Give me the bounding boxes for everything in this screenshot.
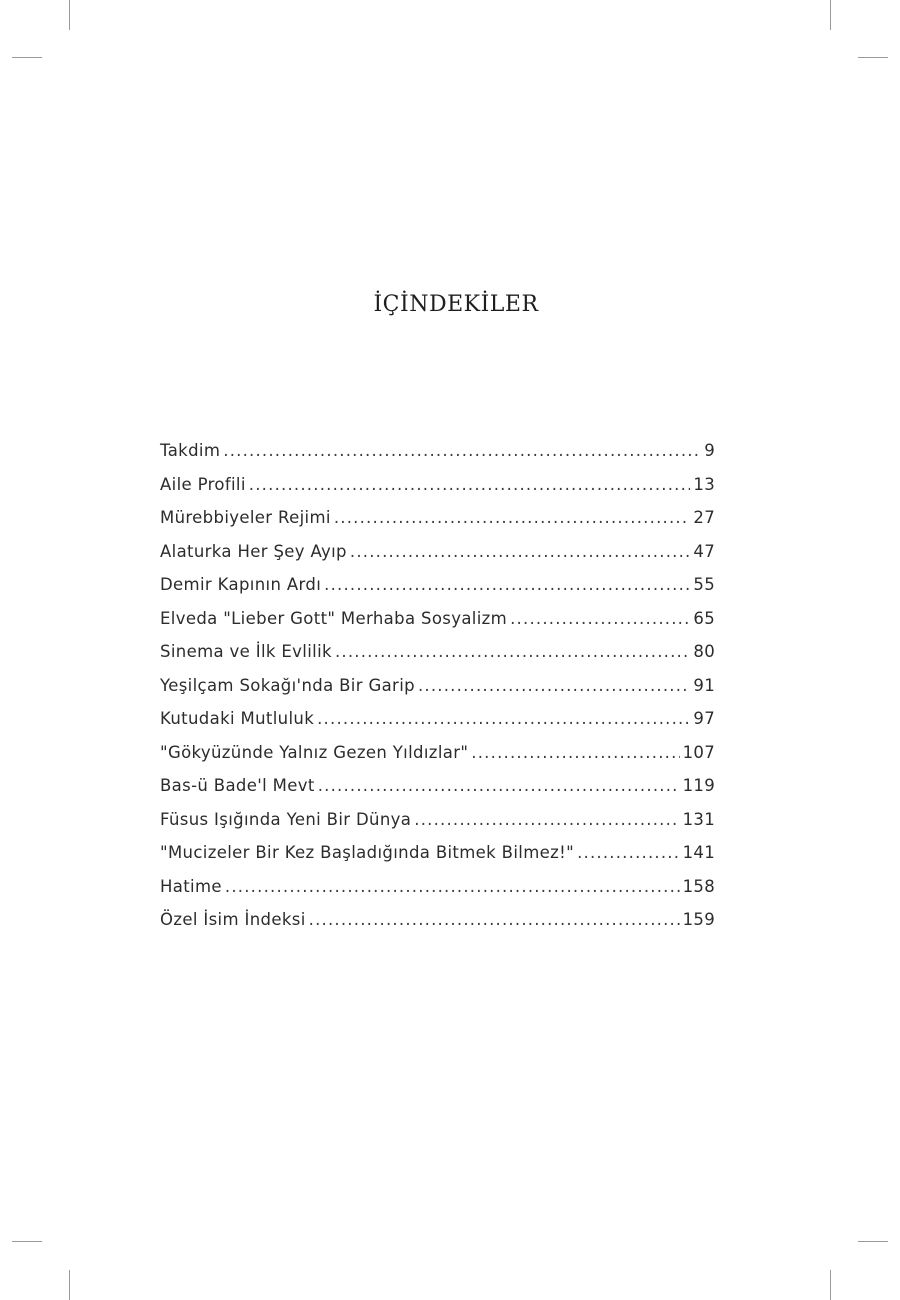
- toc-dot-leader: [471, 743, 679, 762]
- toc-dot-leader: [350, 542, 691, 561]
- toc-dot-leader: [309, 910, 680, 929]
- toc-entry-page: 91: [693, 675, 715, 695]
- toc-entry: [160, 676, 715, 710]
- toc-entry-page: 80: [693, 642, 715, 661]
- toc-entry-title: Özel İsim İndeksi: [160, 910, 306, 929]
- toc-dot-leader: [223, 441, 701, 460]
- toc-entry-page: 13: [693, 474, 715, 494]
- crop-mark-top-right-vertical: [830, 0, 831, 30]
- toc-entry: [160, 441, 715, 475]
- toc-entry-title: Kutudaki Mutluluk: [160, 709, 315, 728]
- crop-mark-bottom-left-horizontal: [12, 1241, 42, 1242]
- toc-entry-page: 158: [682, 876, 715, 896]
- toc-entry: [160, 776, 715, 810]
- crop-mark-bottom-right-horizontal: [858, 1241, 888, 1242]
- toc-entry-page: 27: [693, 508, 715, 527]
- toc-entry: [160, 743, 715, 777]
- toc-entry: [160, 810, 715, 844]
- toc-dot-leader: [414, 810, 679, 829]
- toc-entry-title: Bas-ü Bade'l Mevt: [160, 776, 315, 795]
- toc-entry-title: Füsus Işığında Yeni Bir Dünya: [160, 809, 412, 829]
- toc-entry: [160, 642, 715, 676]
- toc-dot-leader: [225, 877, 680, 896]
- toc-entry-page: 9: [704, 441, 715, 460]
- toc-dot-leader: [510, 609, 690, 628]
- toc-dot-leader: [335, 642, 690, 661]
- crop-mark-top-left-horizontal: [12, 57, 42, 58]
- page-title: İÇİNDEKİLER: [373, 292, 539, 317]
- toc-entry-title: "Gökyüzünde Yalnız Gezen Yıldızlar": [160, 742, 469, 762]
- toc-entry: [160, 609, 715, 643]
- toc-dot-leader: [334, 508, 691, 527]
- toc-entry-title: Demir Kapının Ardı: [160, 575, 322, 594]
- toc-entry: [160, 877, 715, 911]
- crop-mark-bottom-right-vertical: [830, 1270, 831, 1300]
- toc-entry-page: 47: [693, 541, 715, 561]
- toc-entry-title: Yeşilçam Sokağı'nda Bir Garip: [160, 675, 415, 695]
- toc-entry: [160, 709, 715, 743]
- toc-entry-page: 55: [693, 575, 715, 594]
- crop-mark-top-right-horizontal: [858, 57, 888, 58]
- toc-entry-title: Sinema ve İlk Evlilik: [160, 642, 332, 661]
- toc-entry: [160, 475, 715, 509]
- toc-dot-leader: [418, 676, 690, 695]
- toc-entry-page: 141: [682, 843, 715, 862]
- toc-dot-leader: [249, 475, 691, 494]
- crop-mark-bottom-left-vertical: [69, 1270, 70, 1300]
- toc-dot-leader: [324, 575, 690, 594]
- toc-entry-page: 159: [682, 910, 715, 929]
- toc-entry: [160, 575, 715, 609]
- toc-entry-title: Alaturka Her Şey Ayıp: [160, 541, 347, 561]
- toc-entry: [160, 542, 715, 576]
- crop-mark-top-left-vertical: [69, 0, 70, 30]
- toc-entry-title: "Mucizeler Bir Kez Başladığında Bitmek Bilmez!": [160, 843, 575, 862]
- toc-entry-title: Takdim: [160, 441, 221, 460]
- toc-entry-title: Aile Profili: [160, 474, 246, 494]
- toc-entry-page: 107: [682, 742, 715, 762]
- toc-entry-title: Elveda "Lieber Gott" Merhaba Sosyalizm: [160, 608, 508, 628]
- toc-dot-leader: [317, 709, 690, 728]
- toc-entry: [160, 508, 715, 542]
- toc-entry-page: 65: [693, 608, 715, 628]
- toc-dot-leader: [318, 776, 680, 795]
- toc-entry-page: 119: [682, 776, 715, 795]
- toc-entry: [160, 843, 715, 877]
- toc-dot-leader: [577, 843, 680, 862]
- toc-entry-title: Mürebbiyeler Rejimi: [160, 508, 331, 527]
- toc-entry-title: Hatime: [160, 876, 222, 896]
- table-of-contents: [160, 441, 715, 944]
- toc-entry-page: 97: [693, 709, 715, 728]
- toc-entry-page: 131: [682, 809, 715, 829]
- toc-entry: [160, 910, 715, 944]
